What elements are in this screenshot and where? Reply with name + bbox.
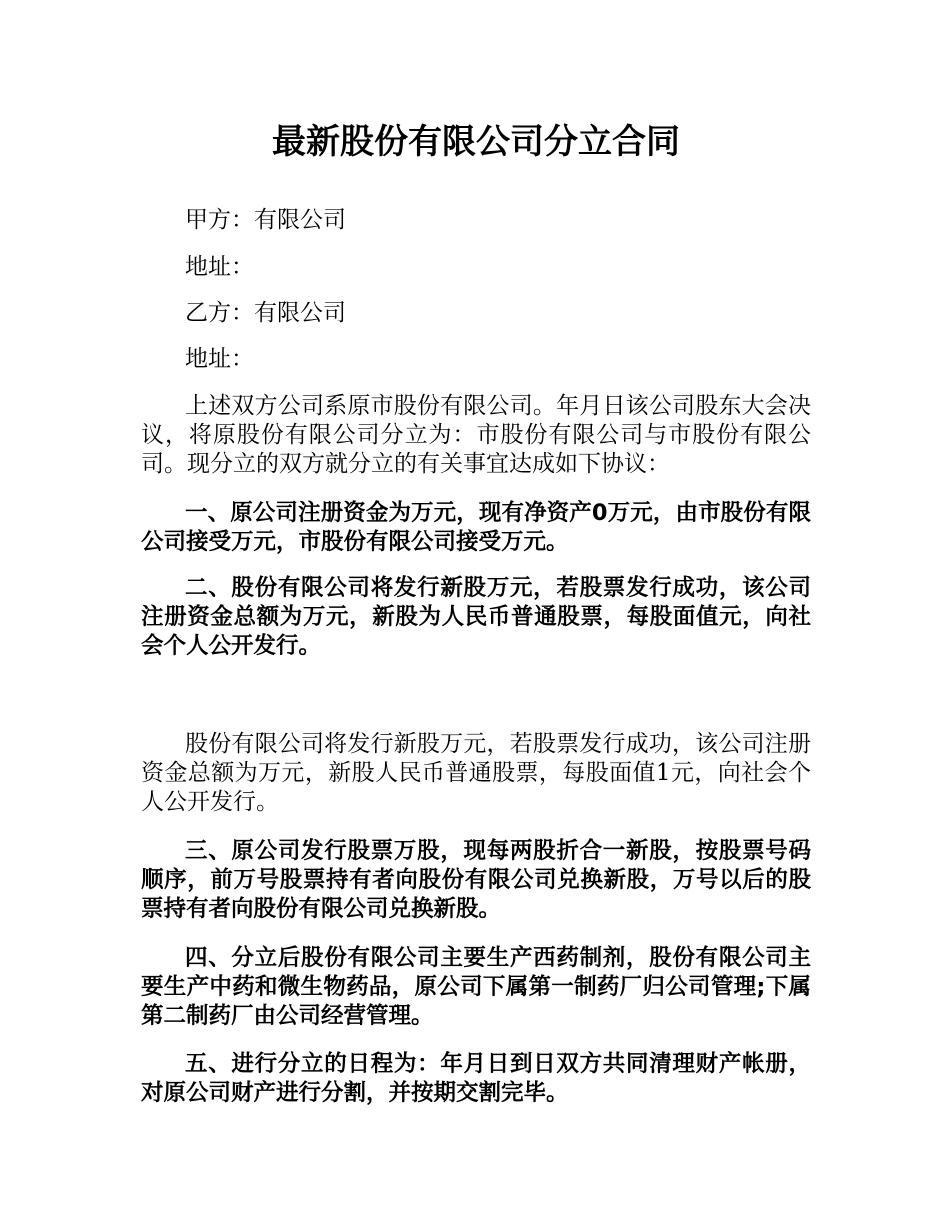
party-a: 甲方：有限公司 [185, 207, 346, 233]
party-b-address: 地址： [185, 346, 254, 372]
clause-4: 四、分立后股份有限公司主要生产西药制剂，股份有限公司主要生产中药和微生物药品，原公司下属第一制药厂归公司管理;下属第二制药厂由公司经营管理。 [141, 945, 811, 1029]
document-title: 最新股份有限公司分立合同 [272, 122, 680, 162]
clause-1: 一、原公司注册资金为万元，现有净资产0万元，由市股份有限公司接受万元，市股份有限公司接受万元。 [141, 500, 811, 555]
clause-3: 三、原公司发行股票万股，现每两股折合一新股，按股票号码顺序，前万号股票持有者向股份有限公司兑换新股，万号以后的股票持有者向股份有限公司兑换新股。 [141, 838, 811, 922]
clause-2-note: 股份有限公司将发行新股万元，若股票发行成功，该公司注册资金总额为万元，新股人民币普通股票，每股面值1元，向社会个人公开发行。 [141, 731, 811, 815]
party-a-address: 地址： [185, 254, 254, 280]
clause-2: 二、股份有限公司将发行新股万元，若股票发行成功，该公司注册资金总额为万元，新股为人民币普通股票，每股面值元，向社会个人公开发行。 [141, 575, 811, 659]
preamble-paragraph: 上述双方公司系原市股份有限公司。年月日该公司股东大会决议，将原股份有限公司分立为：市股份有限公司与市股份有限公司。现分立的双方就分立的有关事宜达成如下协议： [141, 393, 811, 477]
party-b: 乙方：有限公司 [185, 300, 346, 326]
clause-5: 五、进行分立的日程为：年月日到日双方共同清理财产帐册，对原公司财产进行分割，并按期交割完毕。 [141, 1051, 811, 1106]
